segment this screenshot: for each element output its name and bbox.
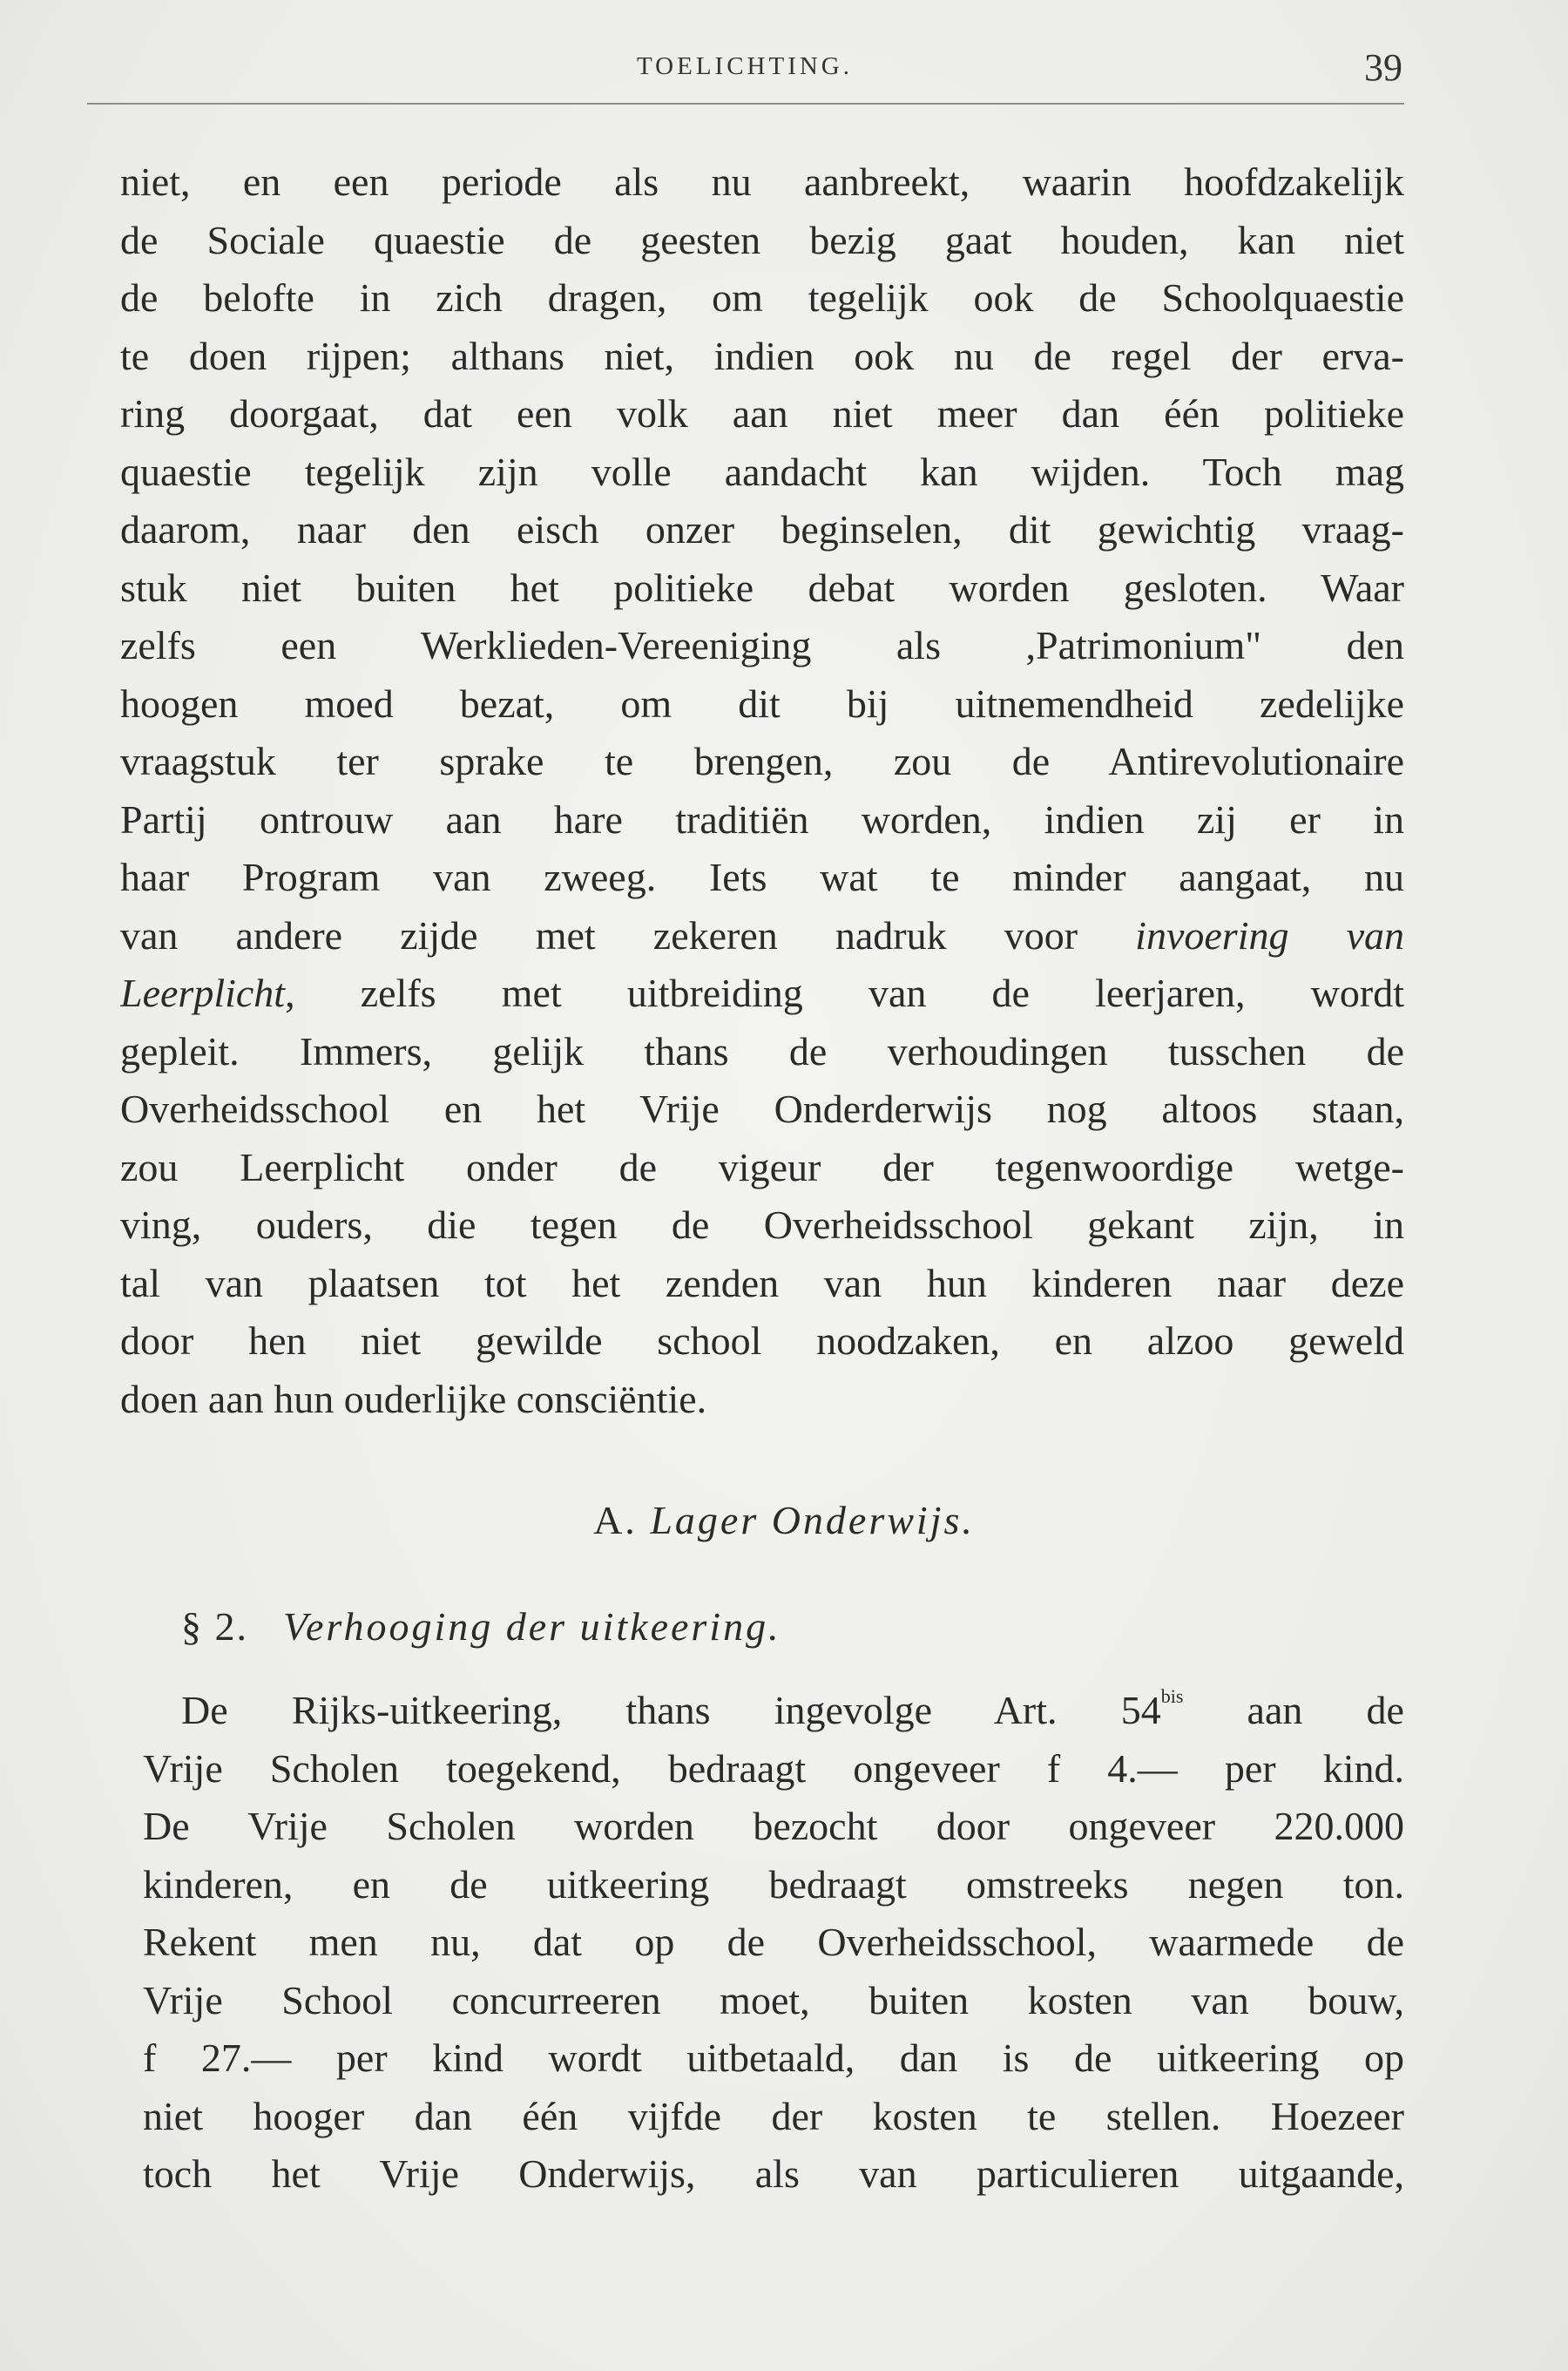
paragraph-1 bbox=[120, 153, 1404, 1428]
text-line: stuk niet buiten het politieke debat worden gesloten. Waar bbox=[120, 565, 1404, 610]
text-fragment: van andere zijde met zekeren nadruk voor bbox=[120, 912, 1078, 958]
superscript: bis bbox=[1160, 1685, 1184, 1707]
text-line: haar Program van zweeg. Iets wat te minder aangaat, nu bbox=[120, 855, 1404, 899]
text-line: ring doorgaat, dat een volk aan niet meer dan één politieke bbox=[120, 391, 1404, 436]
text-line: door hen niet gewilde school noodzaken, en alzoo geweld bbox=[120, 1318, 1404, 1363]
text-line: vraagstuk ter sprake te brengen, zou de Antirevolutionaire bbox=[120, 739, 1404, 783]
text-line: doen aan hun ouderlijke consciëntie. bbox=[120, 1376, 707, 1421]
page-number: 39 bbox=[1364, 46, 1402, 89]
section-symbol: § 2. bbox=[181, 1604, 248, 1649]
text-fragment: De Rijks-uitkeering, thans ingevolge Art. 54 bbox=[181, 1688, 1161, 1732]
text-fragment: , zelfs met uitbreiding van de leerjaren, wordt bbox=[285, 971, 1404, 1015]
text-line: de belofte in zich dragen, om tegelijk ook de Schoolquaestie bbox=[120, 275, 1404, 320]
text-line: zelfs een Werklieden-Vereeniging als ,Patrimonium" den bbox=[120, 623, 1404, 667]
section-title: Verhooging der uitkeering. bbox=[283, 1604, 781, 1649]
text-line: Vrije Scholen toegekend, bedraagt ongeveer f 4.— per kind. bbox=[143, 1745, 1404, 1791]
text-line: toch het Vrije Onderwijs, als van particulieren uitgaande, bbox=[143, 2151, 1404, 2196]
text-line: quaestie tegelijk zijn volle aandacht kan wijden. Toch mag bbox=[120, 449, 1404, 494]
text-line bbox=[120, 965, 1404, 1023]
text-line: ving, ouders, die tegen de Overheidsschool gekant zijn, in bbox=[120, 1202, 1404, 1247]
text-line: De Vrije Scholen worden bezocht door ongeveer 220.000 bbox=[143, 1804, 1404, 1848]
text-line: kinderen, en de uitkeering bedraagt omstreeks negen ton. bbox=[143, 1861, 1404, 1907]
text-line: Rekent men nu, dat op de Overheidsschool, waarmede de bbox=[143, 1920, 1404, 1964]
italic-phrase: invoering van bbox=[1135, 912, 1404, 958]
text-line: f 27.— per kind wordt uitbetaald, dan is de uitkeering op bbox=[143, 2036, 1404, 2080]
text-line: te doen rijpen; althans niet, indien ook nu de regel der erva- bbox=[120, 333, 1404, 378]
subsection-title: Lager Onderwijs. bbox=[650, 1498, 975, 1542]
header-rule bbox=[87, 103, 1404, 105]
text-line: niet, en een periode als nu aanbreekt, waarin hoofdzakelijk bbox=[120, 159, 1404, 204]
paragraph-2 bbox=[143, 1682, 1404, 2204]
italic-phrase: Leerplicht bbox=[120, 971, 286, 1015]
text-line: zou Leerplicht onder de vigeur der tegenwoordige wetge- bbox=[120, 1144, 1404, 1189]
text-line: niet hooger dan één vijfde der kosten te stellen. Hoezeer bbox=[143, 2093, 1404, 2138]
text-line: Overheidsschool en het Vrije Onderderwijs nog altoos staan, bbox=[120, 1087, 1404, 1131]
text-line: gepleit. Immers, gelijk thans de verhoudingen tusschen de bbox=[120, 1028, 1404, 1074]
page-header bbox=[87, 45, 1402, 98]
subsection-heading bbox=[0, 1497, 1568, 1543]
text-line: Vrije School concurreeren moet, buiten kosten van bouw, bbox=[143, 1977, 1404, 2022]
text-line: hoogen moed bezat, om dit bij uitnemendheid zedelijke bbox=[120, 681, 1404, 726]
subsection-letter: A. bbox=[593, 1498, 638, 1542]
text-line: tal van plaatsen tot het zenden van hun kinderen naar deze bbox=[120, 1260, 1404, 1305]
text-fragment: aan de bbox=[1183, 1688, 1404, 1732]
text-line: de Sociale quaestie de geesten bezig gaat houden, kan niet bbox=[120, 217, 1404, 262]
text-line: daarom, naar den eisch onzer beginselen, dit gewichtig vraag- bbox=[120, 507, 1404, 552]
text-line bbox=[120, 907, 1404, 965]
text-line: Partij ontrouw aan hare traditiën worden, indien zij er in bbox=[120, 796, 1404, 842]
running-title: TOELICHTING. bbox=[636, 52, 853, 80]
text-line bbox=[143, 1682, 1404, 1740]
section-heading bbox=[181, 1603, 781, 1650]
